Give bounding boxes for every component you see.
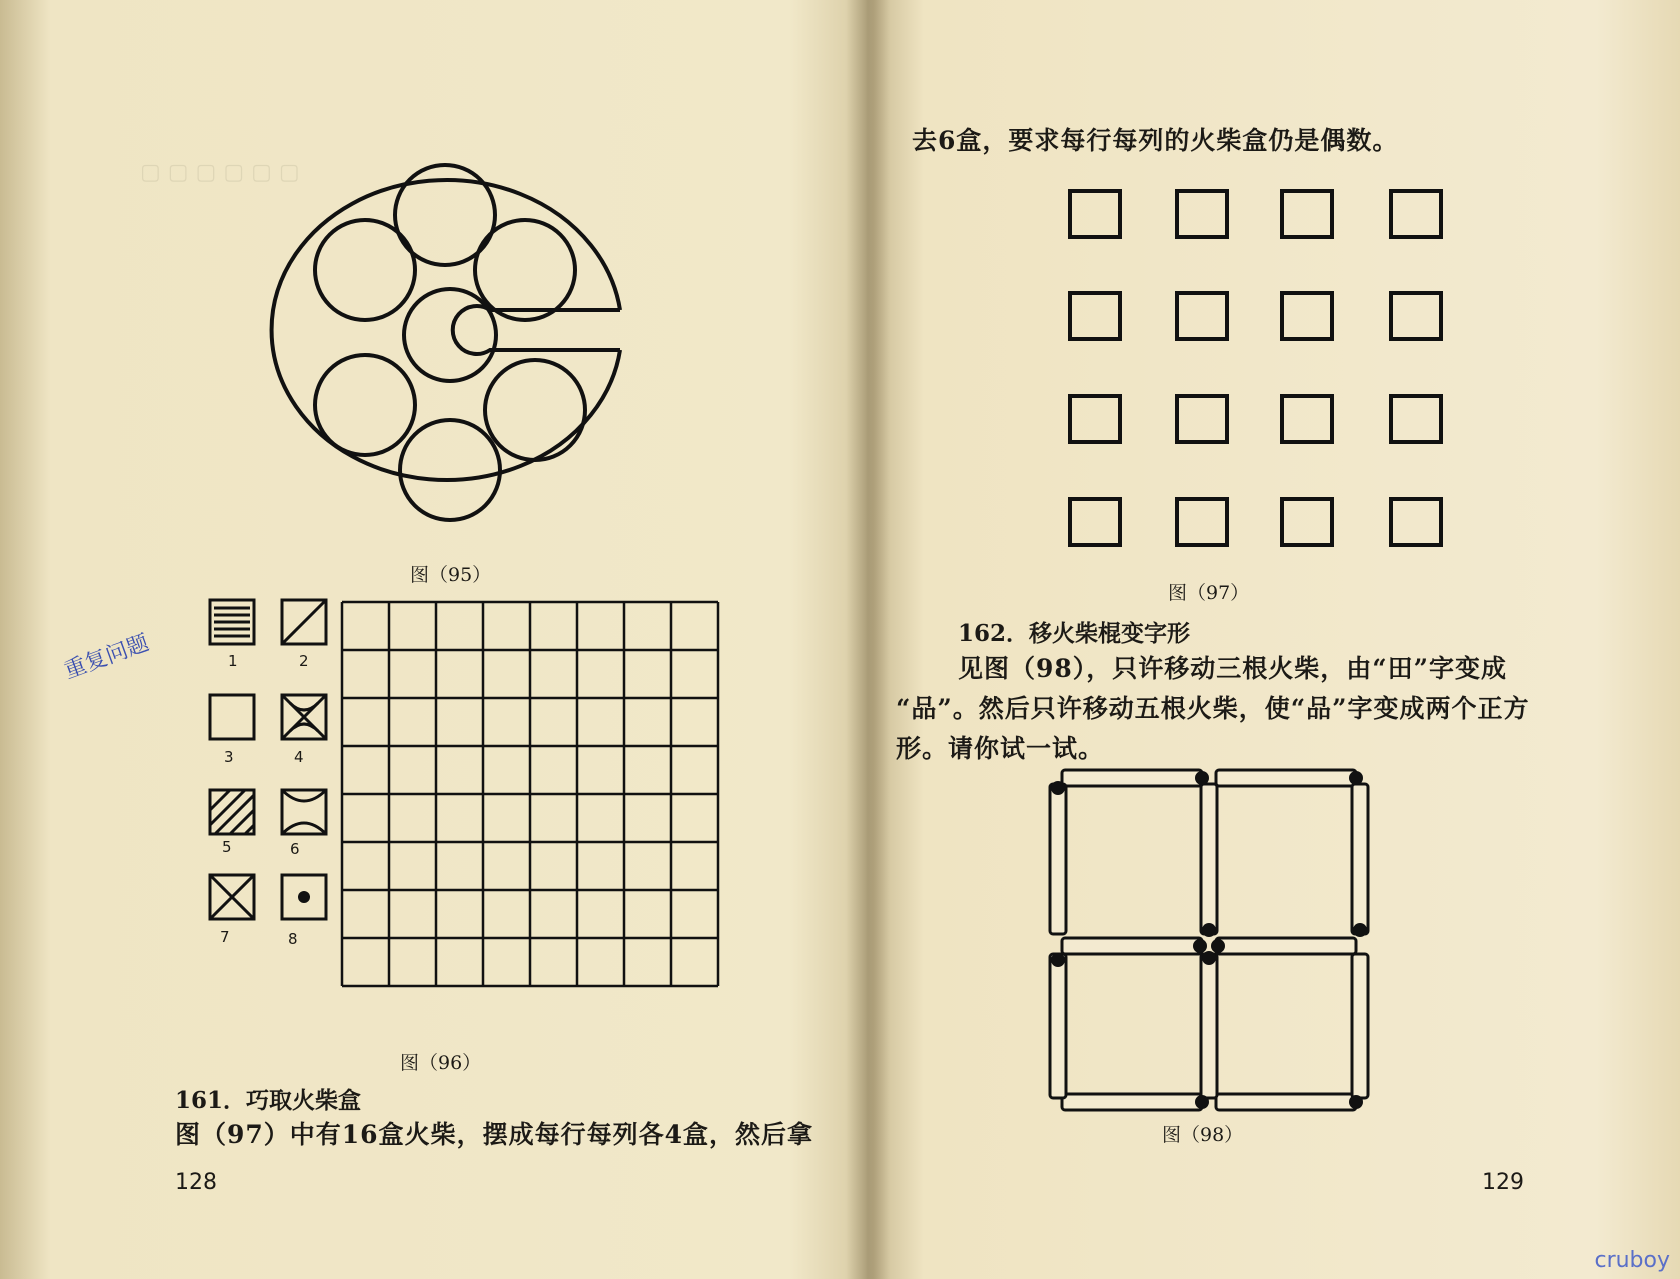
watermark: cruboy (1594, 1248, 1670, 1273)
icon-label-3: 3 (224, 748, 234, 766)
problem-162-line2: “品”。然后只许移动五根火柴，使“品”字变成两个正方 (896, 694, 1530, 723)
handwritten-note: 重复问题 (61, 630, 153, 685)
right-page-number: 129 (1482, 1170, 1524, 1195)
figure-95-caption: 图（95） (410, 564, 492, 586)
icon-label-6: 6 (290, 840, 300, 858)
bleed-through: ▢ ▢ ▢ ▢ ▢ ▢ (140, 160, 300, 185)
icon-label-5: 5 (222, 838, 232, 856)
icon-label-2: 2 (299, 652, 309, 670)
figure-98-matchsticks (1050, 770, 1380, 1110)
figure-98-caption: 图（98） (1162, 1124, 1244, 1146)
figure-96-grid (340, 600, 722, 988)
problem-161-line1: 图（97）中有16盒火柴，摆成每行每列各4盒，然后拿 (175, 1120, 813, 1149)
figure-95-circles (290, 140, 650, 520)
icon-label-1: 1 (228, 652, 238, 670)
problem-161-continuation: 去6盒，要求每行每列的火柴盒仍是偶数。 (912, 126, 1399, 155)
figure-97-caption: 图（97） (1168, 582, 1250, 604)
problem-162-line1: 见图（98），只许移动三根火柴，由“田”字变成 (958, 654, 1508, 683)
left-page-number: 128 (175, 1170, 217, 1195)
icon-label-7: 7 (220, 928, 230, 946)
problem-162-line3: 形。请你试一试。 (896, 734, 1105, 763)
problem-162-heading: 162．移火柴棍变字形 (958, 620, 1191, 647)
figure-97-matchboxes (1060, 185, 1460, 565)
icon-label-4: 4 (294, 748, 304, 766)
icon-label-8: 8 (288, 930, 298, 948)
figure-96-caption: 图（96） (400, 1052, 482, 1074)
problem-161-heading: 161．巧取火柴盒 (175, 1087, 362, 1114)
right-page (870, 0, 1680, 1279)
